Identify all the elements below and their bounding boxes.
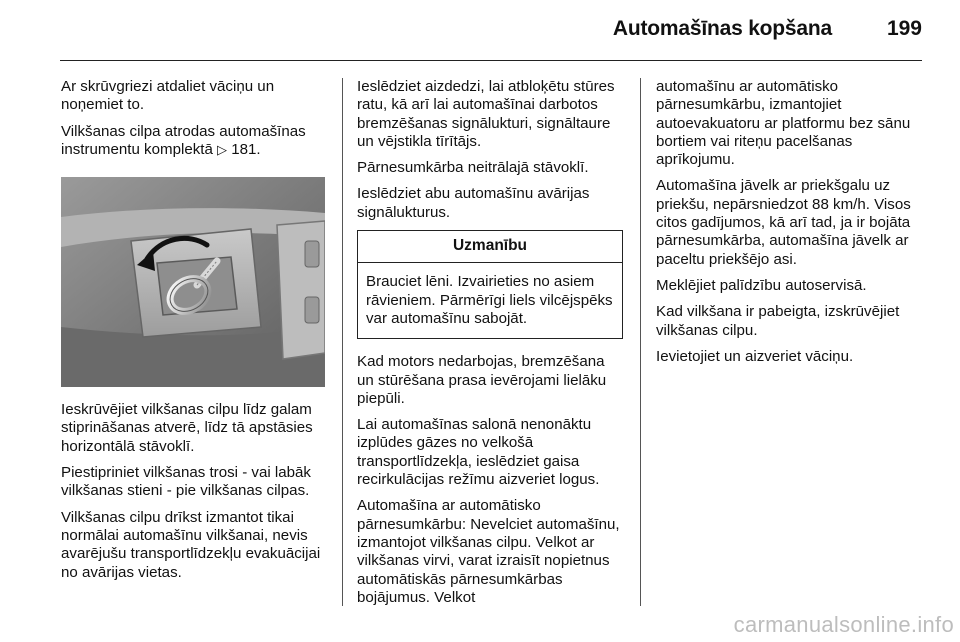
paragraph: Lai automašīnas salonā nenonāktu izplūdes gāzes no velkošā transportlīdzekļa, ieslēdziet gaisa recirkulācijas režīmu aizveriet logus.: [357, 416, 600, 489]
paragraph: Kad motors nedarbojas, bremzēšana un stūrēšana prasa ievērojami lielāku piepūli.: [357, 353, 607, 407]
column-1: [61, 78, 329, 590]
column-divider-1: [342, 78, 343, 606]
paragraph: Ieslēdziet aizdedzi, lai atbloķētu stūres ratu, kā arī lai automašīnai darbotos bremzēšanas signālukturi, signāltaure un vējstikla tīrītājs.: [357, 78, 615, 150]
header-divider: [60, 60, 922, 61]
watermark: carmanualsonline.info: [733, 612, 954, 637]
paragraph: Vilkšanas cilpu drīkst izmantot tikai normālai automašīnu vilkšanai, nevis avarējušu transportlīdzekļu evakuācijai no avārijas vietas.: [61, 508, 321, 581]
paragraph: automašīnu ar automātisko pārnesumkārbu, izmantojiet autoevakuatoru ar platformu bez sānu bortiem vai riteņu pacelšanas aprīkojumu.: [656, 78, 911, 169]
towing-eye-illustration: [61, 177, 325, 387]
paragraph-text: Vilkšanas cilpa atrodas automašīnas instrumentu komplektā: [61, 122, 306, 158]
paragraph: Automašīna ar automātisko pārnesumkārbu: Nevelciet automašīnu, izmantojot vilkšanas cilpu. Velkot ar vilkšanas virvi, varat izraisīt nopietnus automātiskās pārnesumkārbas bojājumus. Velkot: [357, 497, 620, 606]
paragraph: Ar skrūvgriezi atdaliet vāciņu un noņemiet to.: [61, 78, 275, 114]
column-divider-2: [640, 78, 641, 606]
paragraph: Kad vilkšana ir pabeigta, izskrūvējiet vilkšanas cilpu.: [656, 303, 900, 339]
page-reference[interactable]: 181.: [231, 140, 261, 158]
caution-title: Uzmanību: [358, 231, 622, 263]
paragraph: Piestipriniet vilkšanas trosi - vai labāk vilkšanas stieni - pie vilkšanas cilpas.: [61, 464, 311, 500]
page-header: [0, 0, 960, 62]
caution-box: [357, 230, 623, 339]
column-3: [656, 78, 924, 374]
paragraph: Pārnesumkārba neitrālajā stāvoklī.: [357, 159, 589, 177]
caution-text: Brauciet lēni. Izvairieties no asiem rāvieniem. Pārmērīgi liels vilcējspēks var automašīnu sabojāt.: [366, 273, 613, 327]
paragraph: Automašīna jāvelk ar priekšgalu uz priekšu, nepārsniedzot 88 km/h. Visos citos gadījumos, kā arī tad, ja ir bojāta pārnesumkārba, automašīna jāvelk ar paceltu priekšējo asi.: [656, 177, 911, 268]
page-number: 199: [886, 17, 922, 40]
paragraph: Ievietojiet un aizveriet vāciņu.: [656, 347, 854, 365]
page-title: Automašīnas kopšana: [612, 17, 832, 40]
paragraph: Ieskrūvējiet vilkšanas cilpu līdz galam stiprināšanas atverē, līdz tā apstāsies horizontālā stāvoklī.: [61, 401, 313, 455]
page-reference-icon: ▷: [217, 141, 228, 157]
paragraph: Meklējiet palīdzību autoservisā.: [656, 276, 867, 294]
column-2: [357, 78, 625, 615]
paragraph: Ieslēdziet abu automašīnu avārijas signālukturus.: [357, 185, 590, 221]
paragraph: [61, 123, 329, 160]
